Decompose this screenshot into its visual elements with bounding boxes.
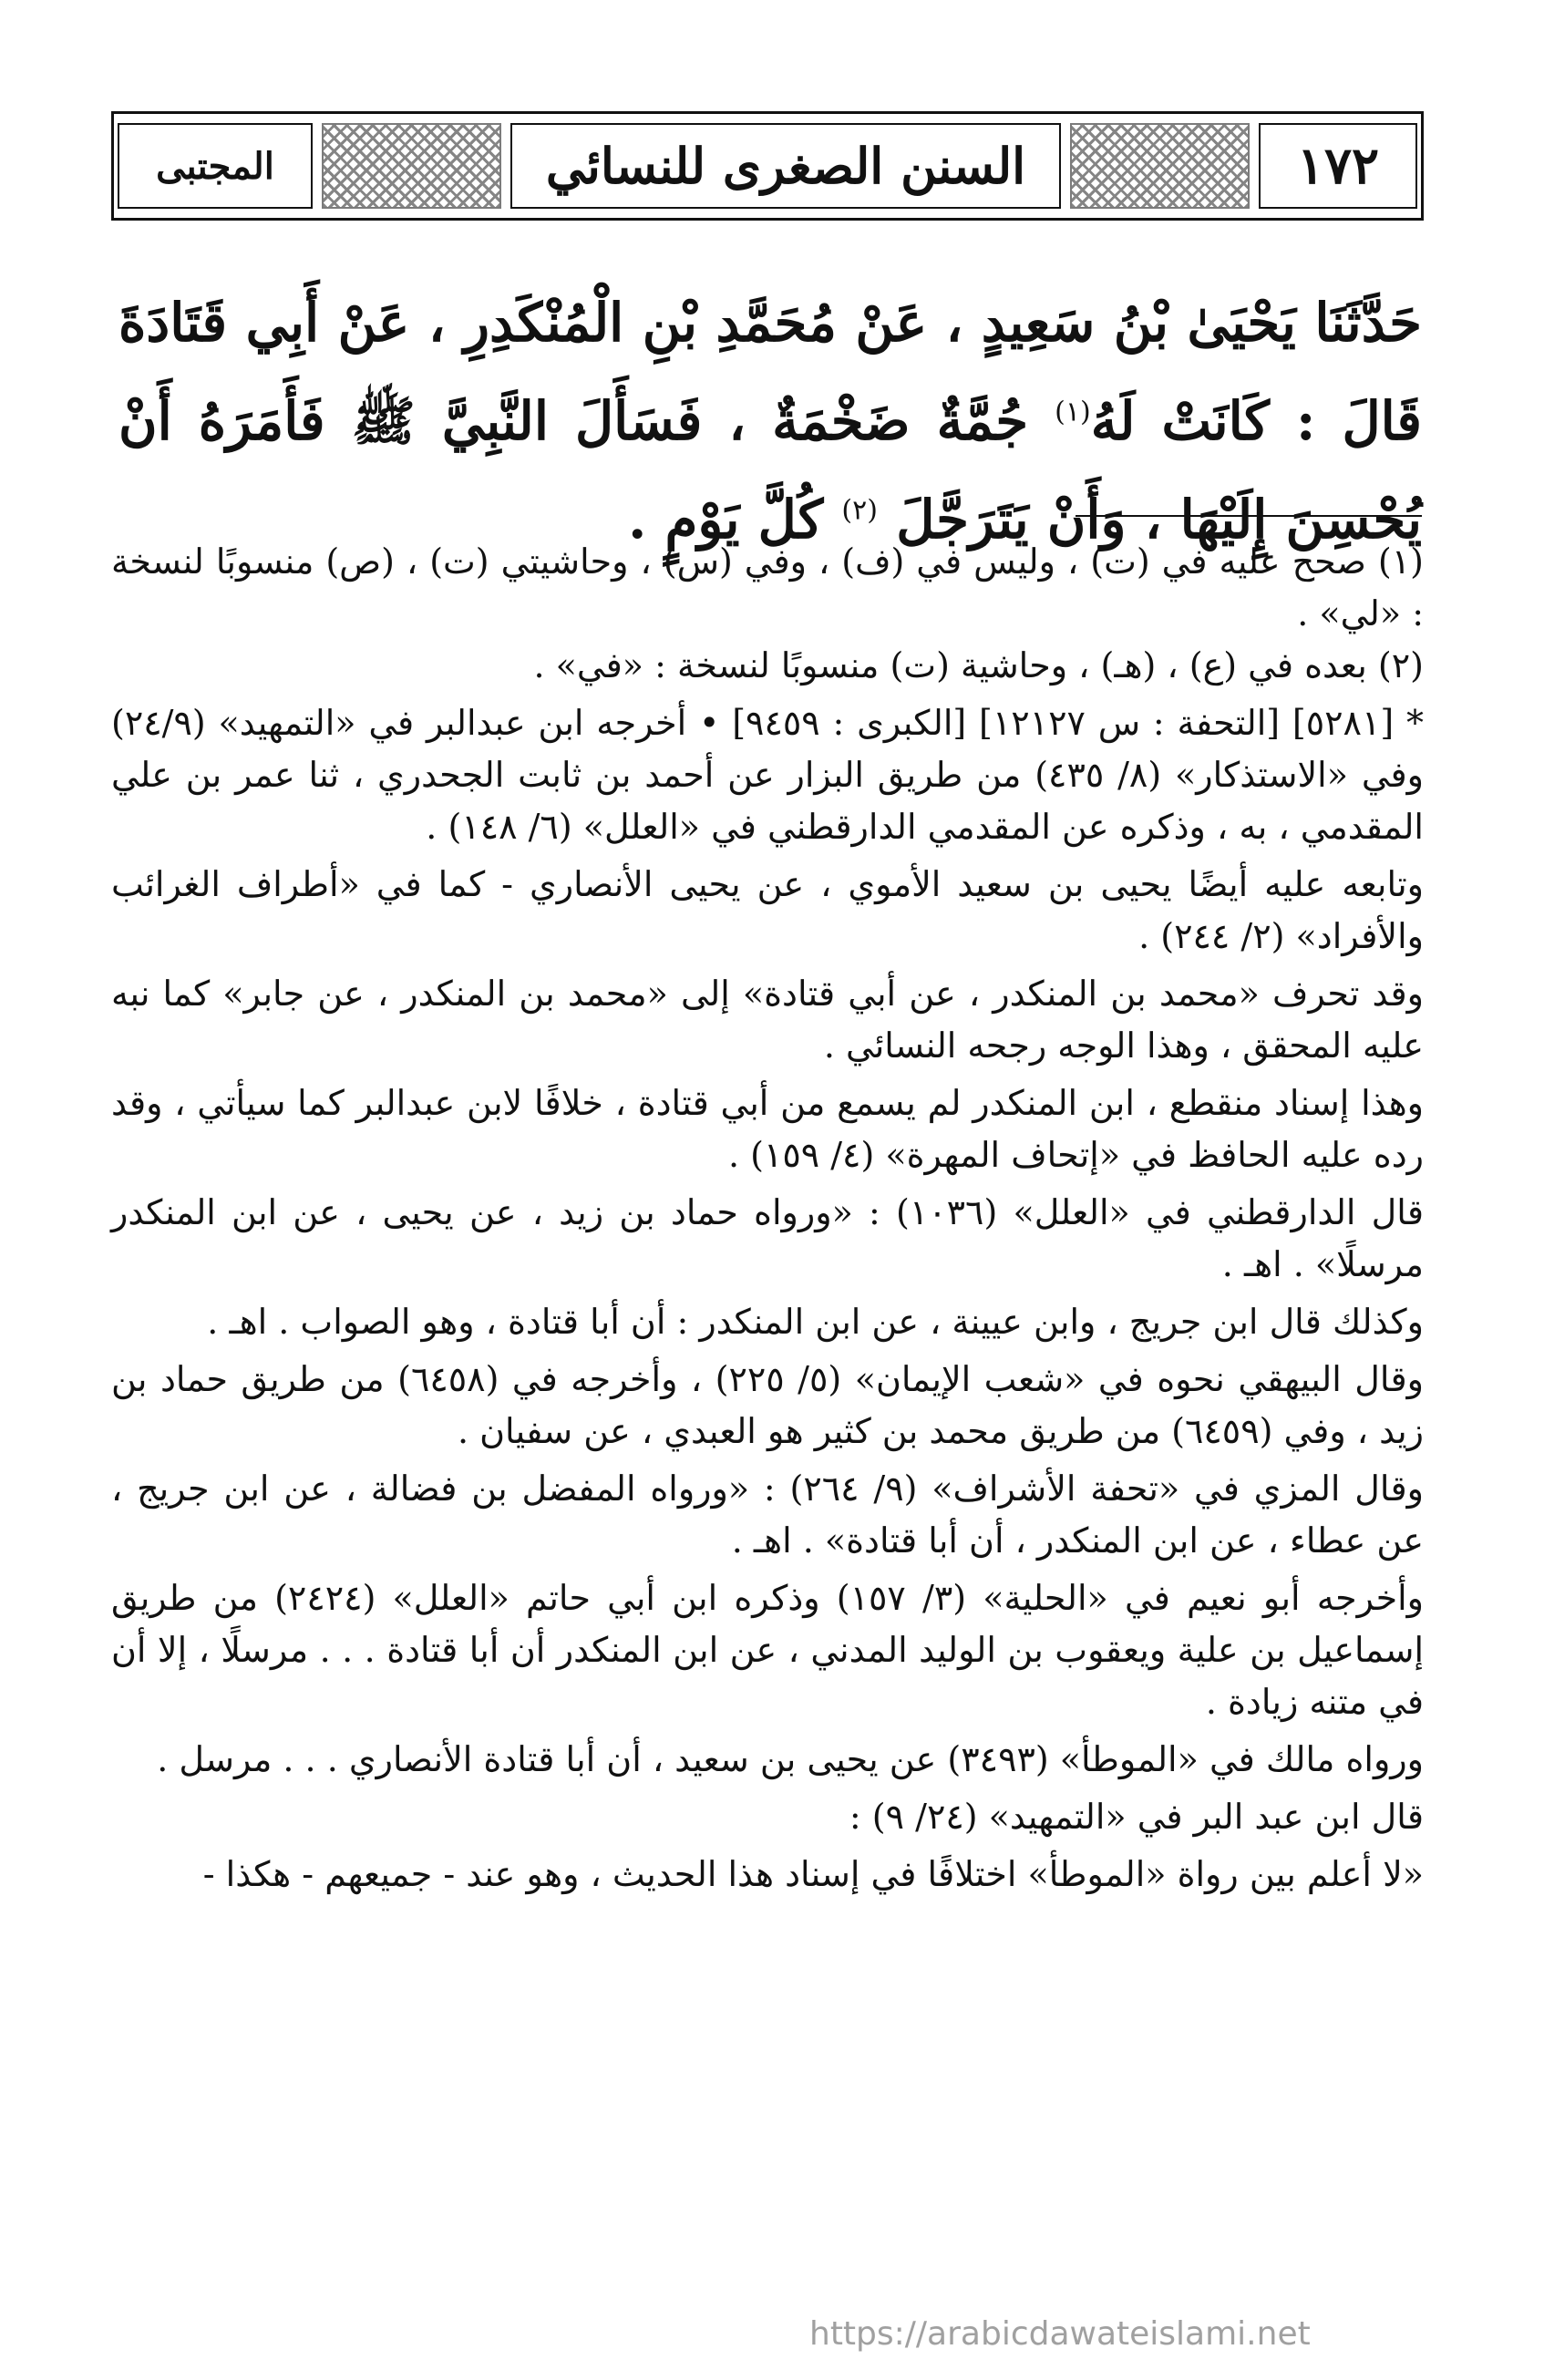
footnote-separator — [1076, 515, 1422, 517]
hadith-line-2b: كُلَّ يَوْمٍ . — [628, 489, 824, 551]
commentary-4: وهذا إسناد منقطع ، ابن المنكدر لم يسمع من أبي قتادة ، خلافًا لابن عبدالبر كما سيأتي ، وقد رده عليه الحافظ في «إتحاف المهرة» (٤/ ١٥٩) . — [111, 1083, 1424, 1175]
commentary-5: قال الدارقطني في «العلل» (١٠٣٦) : «ورواه حماد بن زيد ، عن يحيى ، عن ابن المنكدر مرسلًا» . اهـ . — [111, 1192, 1424, 1284]
commentary-12: «لا أعلم بين رواة «الموطأ» اختلافًا في إسناد هذا الحديث ، وهو عند - جميعهم - هكذا - — [202, 1854, 1424, 1894]
header-ornament-left — [322, 123, 501, 209]
header-ornament-right — [1070, 123, 1250, 209]
hadith-text — [118, 273, 1422, 569]
footnote-2: (٢) بعده في (ع) ، (هـ) ، وحاشية (ت) منسوبًا لنسخة : «في» . — [533, 645, 1424, 685]
commentary-7: وقال البيهقي نحوه في «شعب الإيمان» (٥/ ٢٢٥) ، وأخرجه في (٦٤٥٨) من طريق حماد بن زيد ، وفي (٦٤٥٩) من طريق محمد بن كثير هو العبدي ، عن سفيان . — [111, 1359, 1424, 1451]
commentary-3: وقد تحرف «محمد بن المنكدر ، عن أبي قتادة» إلى «محمد بن المنكدر ، عن جابر» كما نبه عليه المحقق ، وهذا الوجه رجحه النسائي . — [111, 974, 1424, 1066]
header-title: السنن الصغرى للنسائي — [510, 123, 1061, 209]
page-number: ١٧٢ — [1259, 123, 1417, 209]
commentary-1: * [٥٢٨١] [التحفة : س ١٢١٢٧] [الكبرى : ٩٤٥٩] • أخرجه ابن عبدالبر في «التمهيد» (٢٤/٩) وفي «الاستذكار» (٨/ ٤٣٥) من طريق البزار عن أحمد بن ثابت الجحدري ، ثنا عمر بن علي المقدمي ، به ، وذكره عن المقدمي الدارقطني في «العلل» (٦/ ١٤٨) . — [111, 703, 1425, 847]
hadith-line-1: حَدَّثَنَا يَحْيَىٰ بْنُ سَعِيدٍ ، عَنْ مُحَمَّدِ بْنِ الْمُنْكَدِرِ ، عَنْ أَبِي قَتَادَةَ قَالَ : كَانَتْ لَهُ — [118, 292, 1422, 452]
footnote-ref-2: (٢) — [841, 494, 878, 527]
footnote-1: (١) صحح عليه في (ت) ، وليس في (ف) ، وفي (س) ، وحاشيتي (ت) ، (ص) منسوبًا لنسخة : «لي» . — [111, 541, 1424, 634]
commentary-8: وقال المزي في «تحفة الأشراف» (٩/ ٢٦٤) : «ورواه المفضل بن فضالة ، عن ابن جريج ، عن عطاء ، عن ابن المنكدر ، أن أبا قتادة» . اهـ . — [111, 1468, 1424, 1561]
notes-section — [111, 536, 1424, 1901]
commentary-10: ورواه مالك في «الموطأ» (٣٤٩٣) عن يحيى بن سعيد ، أن أبا قتادة الأنصاري . . . مرسل . — [157, 1739, 1424, 1779]
commentary-11: قال ابن عبد البر في «التمهيد» (٢٤/ ٩) : — [849, 1797, 1424, 1837]
commentary-9: وأخرجه أبو نعيم في «الحلية» (٣/ ١٥٧) وذكره ابن أبي حاتم «العلل» (٢٤٢٤) من طريق إسماعيل بن علية ويعقوب بن الوليد المدني ، عن ابن المنكدر أن أبا قتادة . . . مرسلًا ، إلا أن في متنه زيادة . — [111, 1578, 1424, 1722]
hadith-line-2a: جُمَّةٌ ضَخْمَةٌ ، فَسَأَلَ النَّبِيَّ ﷺ فَأَمَرَهُ أَنْ يُحْسِنَ إِلَيْهَا ، وَأَنْ يَتَرَجَّلَ — [118, 390, 1422, 551]
header-side-label: المجتبى — [118, 123, 313, 209]
commentary-6: وكذلك قال ابن جريج ، وابن عيينة ، عن ابن المنكدر : أن أبا قتادة ، وهو الصواب . اهـ . — [207, 1302, 1424, 1342]
page-header — [111, 111, 1424, 221]
watermark-url: https://arabicdawateislami.net — [809, 2315, 1311, 2353]
footnote-ref-1: (١) — [1055, 396, 1091, 428]
commentary-2: وتابعه عليه أيضًا يحيى بن سعيد الأموي ، عن يحيى الأنصاري - كما في «أطراف الغرائب والأفراد» (٢/ ٢٤٤) . — [111, 864, 1424, 956]
